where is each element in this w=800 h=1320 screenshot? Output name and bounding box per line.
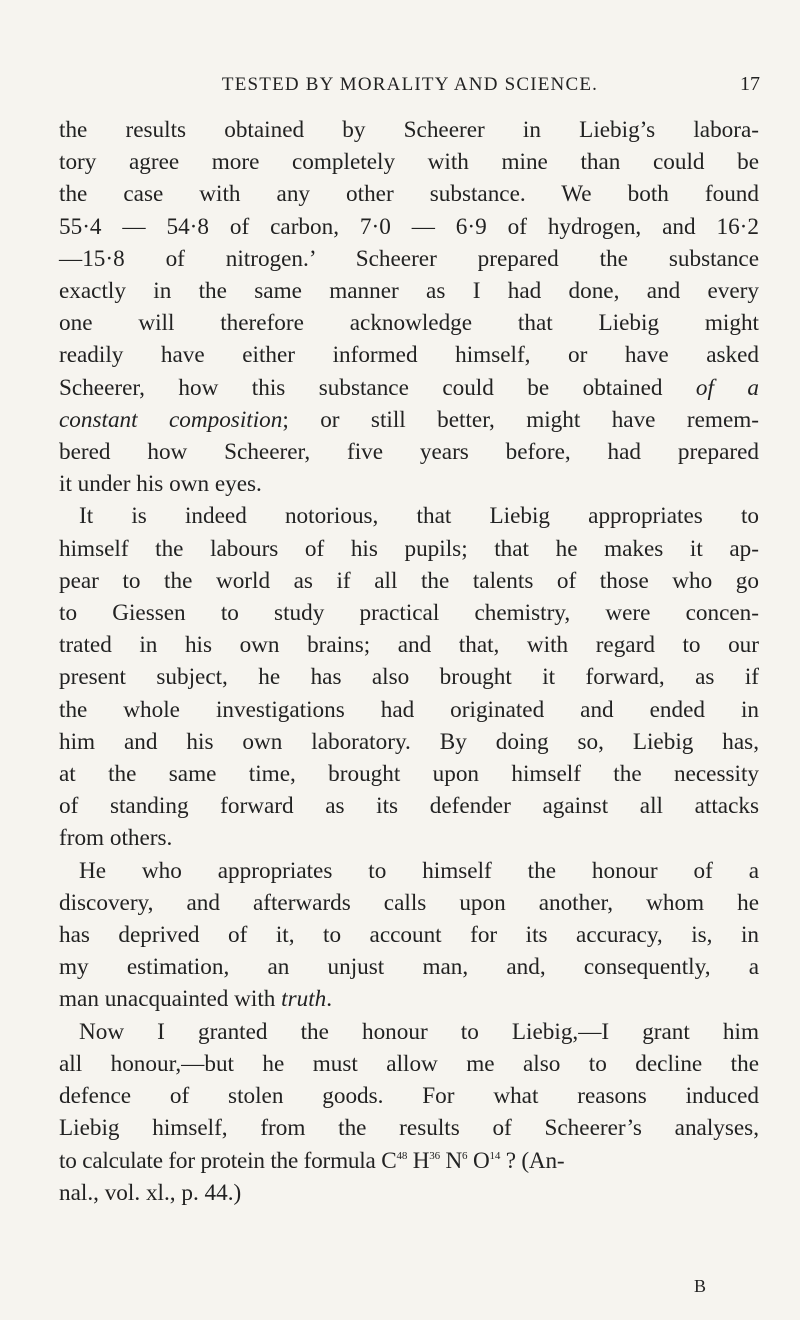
text-line: exactly in the same manner as I had done, and every <box>59 278 759 305</box>
text-segment: H <box>407 1147 430 1174</box>
formula-superscript: 14 <box>489 1149 501 1162</box>
formula-superscript: 6 <box>462 1149 468 1162</box>
text-line: tory agree more completely with mine than could be <box>59 149 759 176</box>
text-line: He who appropriates to himself the honour of a <box>79 857 759 884</box>
text-line: himself the labours of his pupils; that he makes it ap- <box>59 535 759 562</box>
text-line: has deprived of it, to account for its accuracy, is, in <box>59 922 759 949</box>
text-line: one will therefore acknowledge that Liebig might <box>59 310 759 337</box>
text-line: defence of stolen goods. For what reasons induced <box>59 1083 759 1110</box>
text-line: the results obtained by Scheerer in Liebig’s labora- <box>59 117 759 143</box>
paragraph-1 <box>59 114 759 500</box>
text-segment: O <box>467 1147 490 1174</box>
text-segment: man unacquainted with <box>59 986 276 1013</box>
text-line: to Giessen to study practical chemistry, were concen- <box>59 600 759 627</box>
text-line <box>59 372 759 404</box>
text-line: Liebig himself, from the results of Scheerer’s analyses, <box>59 1115 759 1142</box>
paragraph-4 <box>59 1016 759 1209</box>
text-line: Now I granted the honour to Liebig,—I grant him <box>79 1018 759 1045</box>
text-line: him and his own laboratory. By doing so, Liebig has, <box>59 728 759 755</box>
text-segment: Scheerer, how this substance could be obtained <box>59 374 663 401</box>
formula-superscript: 36 <box>429 1149 440 1162</box>
signature-mark: B <box>694 1276 707 1296</box>
paragraph-2 <box>59 500 759 854</box>
text-line: at the same time, brought upon himself the necessity <box>59 761 759 788</box>
text-line: the whole investigations had originated and ended in <box>59 696 759 723</box>
text-line: all honour,—but he must allow me also to decline the <box>59 1050 759 1077</box>
formula-superscript: 48 <box>396 1149 408 1162</box>
italic-phrase: constant composition <box>59 406 283 433</box>
text-segment: to calculate for protein the formula C <box>59 1147 397 1174</box>
paragraph-3 <box>59 855 759 1016</box>
italic-phrase: of a <box>695 374 759 401</box>
text-line: from others. <box>59 825 173 852</box>
text-line: readily have either informed himself, or have asked <box>59 342 759 369</box>
text-line: pear to the world as if all the talents of those who go <box>59 567 759 594</box>
running-header <box>0 74 800 104</box>
text-line: it under his own eyes. <box>59 471 262 498</box>
text-line <box>59 983 759 1015</box>
text-line: my estimation, an unjust man, and, consequently, a <box>59 954 759 981</box>
text-segment: . <box>326 986 333 1013</box>
text-line: —15·8 of nitrogen.’ Scheerer prepared the substance <box>59 245 759 272</box>
text-line: present subject, he has also brought it forward, as if <box>59 664 759 691</box>
text-line: the case with any other substance. We both found <box>59 181 759 208</box>
text-line <box>59 1145 759 1177</box>
text-line: of standing forward as its defender against all attacks <box>59 793 759 820</box>
text-line: nal., vol. xl., p. 44.) <box>59 1179 242 1206</box>
text-line <box>59 404 759 436</box>
text-line: 55·4 — 54·8 of carbon, 7·0 — 6·9 of hydrogen, and 16·2 <box>59 213 759 240</box>
text-segment: N <box>439 1147 463 1174</box>
text-line: It is indeed notorious, that Liebig appropriates to <box>79 503 759 530</box>
body-text <box>59 114 759 1209</box>
italic-word: truth <box>281 986 327 1013</box>
running-title: TESTED BY MORALITY AND SCIENCE. <box>221 74 599 95</box>
text-line: trated in his own brains; and that, with regard to our <box>59 632 759 659</box>
text-line: bered how Scheerer, five years before, had prepared <box>59 439 759 466</box>
text-segment: ; or still better, might have remem- <box>282 406 759 433</box>
page-number: 17 <box>740 73 760 95</box>
text-segment: ? (An- <box>500 1147 565 1174</box>
text-line: discovery, and afterwards calls upon another, whom he <box>59 889 759 916</box>
